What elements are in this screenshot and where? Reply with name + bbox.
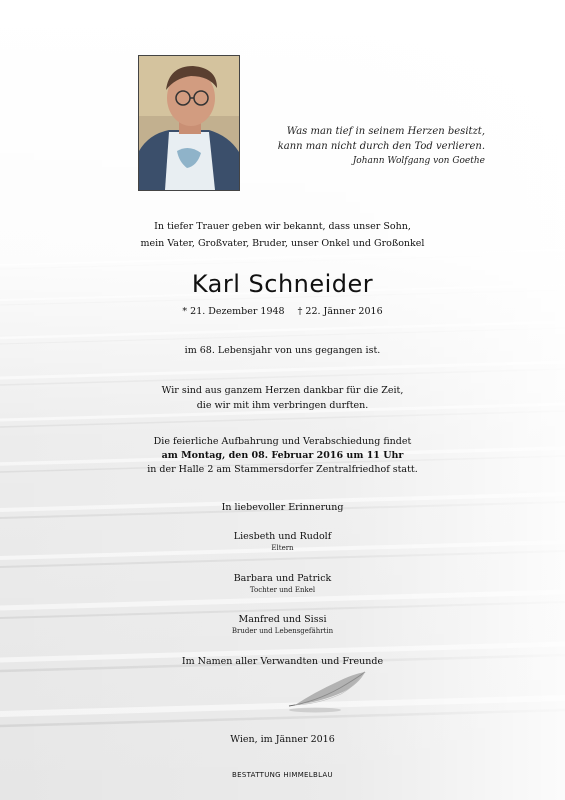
quote-line-2: kann man nicht durch den Tod verlieren.	[277, 141, 485, 152]
portrait-photo	[138, 55, 240, 191]
mourner-group	[0, 572, 565, 595]
feather-icon	[285, 668, 370, 713]
thanks-text	[0, 383, 565, 413]
memory-line: In liebevoller Erinnerung	[221, 502, 344, 513]
funeral-details	[0, 435, 565, 477]
place-date: Wien, im Jänner 2016	[230, 734, 335, 745]
life-dates	[0, 306, 565, 317]
mourner-group	[0, 613, 565, 636]
mourner-relation: Tochter und Enkel	[249, 586, 316, 594]
mourner-group	[0, 530, 565, 553]
relatives-line: Im Namen aller Verwandten und Freunde	[181, 656, 384, 667]
intro-line-1: In tiefer Trauer geben wir bekannt, dass unser Sohn,	[154, 221, 411, 232]
deceased-name: Karl Schneider	[191, 270, 374, 298]
mourner-names: Manfred und Sissi	[238, 614, 327, 625]
quote-author: Johann Wolfgang von Goethe	[352, 156, 485, 166]
thanks-line-2: die wir mit ihm verbringen durften.	[196, 400, 369, 411]
goethe-quote	[245, 124, 485, 169]
funeral-date-time: am Montag, den 08. Februar 2016 um 11 Uhr	[161, 450, 404, 461]
mourner-relation: Bruder und Lebensgefährtin	[231, 627, 334, 635]
mourner-relation: Eltern	[271, 544, 294, 552]
announcement-intro	[0, 218, 565, 252]
mourner-names: Barbara und Patrick	[233, 573, 332, 584]
intro-line-2: mein Vater, Großvater, Bruder, unser Onkel und Großonkel	[140, 238, 425, 249]
funeral-location: in der Halle 2 am Stammersdorfer Zentralfriedhof statt.	[147, 464, 418, 475]
thanks-line-1: Wir sind aus ganzem Herzen dankbar für die Zeit,	[161, 385, 404, 396]
birth-date: * 21. Dezember 1948	[182, 306, 285, 317]
mourner-names: Liesbeth und Rudolf	[233, 531, 332, 542]
funeral-line-1: Die feierliche Aufbahrung und Verabschiedung findet	[153, 436, 412, 447]
age-line: im 68. Lebensjahr von uns gegangen ist.	[184, 345, 381, 356]
quote-line-1: Was man tief in seinem Herzen besitzt,	[286, 126, 485, 137]
undertaker-name: BESTATTUNG HIMMELBLAU	[232, 771, 333, 779]
death-date: † 22. Jänner 2016	[297, 306, 383, 317]
